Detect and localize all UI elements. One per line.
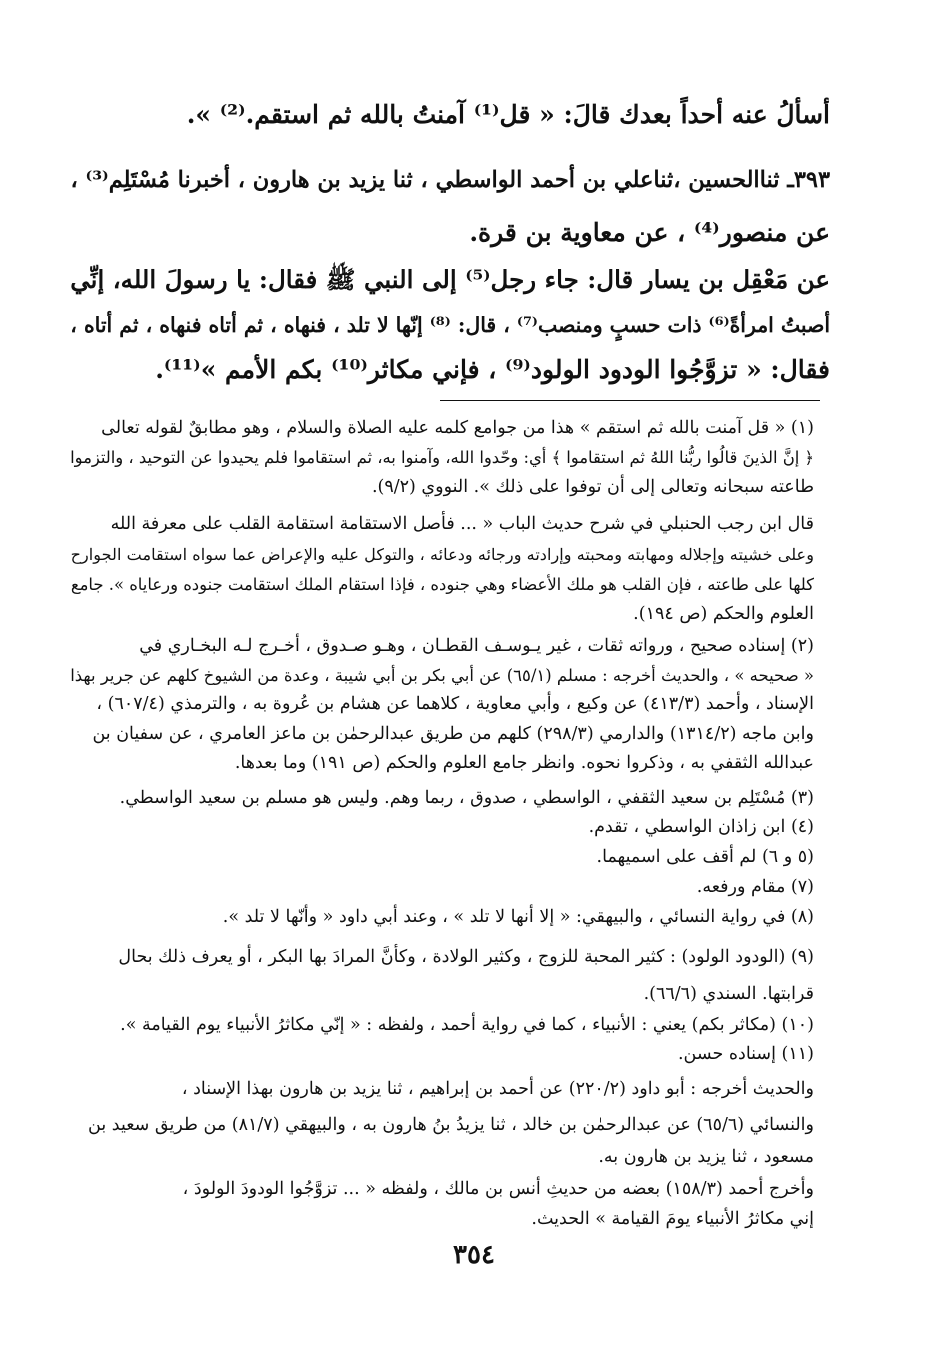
hadith-393-isnad-line-1: ٣٩٣ـ ثناالحسين ،ثناعلي بن أحمد الواسطي ، ثنا يزيد بن هارون ، أخبرنا مُسْتَلِم⁽³⁾ ،	[70, 167, 830, 193]
footnote-line: (٥ و ٦) لم أقف على اسميهما.	[596, 847, 814, 867]
footnote-line: (٩) (الودود الولود) : كثير المحبة للزوج ، وكثير الولادة ، وكأنَّ المرادَ بها البكر ، أو يعرف ذلك بحال	[118, 947, 814, 967]
footnote-separator	[440, 400, 820, 401]
hadith-393-matn-line-3: فقال: « تزوَّجُوا الودود الولود⁽⁹⁾ ، فإني مكاثر⁽¹⁰⁾ بكم الأمم »⁽¹¹⁾.	[155, 355, 830, 384]
footnote-line: (١١) إسناده حسن.	[677, 1044, 814, 1064]
hadith-393-matn-line-2: أصبتُ امرأةً⁽⁶⁾ ذات حسبٍ ومنصب⁽⁷⁾ ، قال: ⁽⁸⁾ إنّها لا تلد ، فنهاه ، ثم أتاه فنهاه ، ثم أتاه ،	[70, 313, 830, 337]
footnote-line: والحديث أخرجه : أبو داود (٢٢٠/٢) عن أحمد بن إبراهيم ، ثنا يزيد بن هارون بهذا الإسناد ،	[181, 1079, 814, 1099]
footnote-line: مسعود ، ثنا يزيد بن هارون به.	[598, 1147, 814, 1167]
footnote-line: ﴿ إنَّ الذينَ قالُوا ربُّنا اللهُ ثم استقاموا ﴾ أي: وحّدوا الله، وآمنوا به، ثم استقاموا فلم يحيدوا عن التوحيد ، والتزموا	[70, 448, 814, 467]
footnote-line: عبدالله الثقفي به ، وذكروا نحوه. وانظر جامع العلوم والحكم (ص ١٩١) وما بعدها.	[234, 753, 814, 773]
footnote-line: وأخرج أحمد (١٥٨/٣) بعضه من حديثِ أنس بن مالك ، ولفظه « ... تزوَّجُوا الودودَ الولودَ ،	[182, 1179, 814, 1199]
main-line-1: أسألُ عنه أحداً بعدك قالَ: « قل⁽¹⁾ آمنتُ بالله ثم استقم.⁽²⁾ ».	[186, 100, 830, 129]
footnote-line: العلوم والحكم (ص ١٩٤).	[633, 604, 814, 624]
footnote-line: وابن ماجه (١٣١٤/٢) والدارمي (٢٩٨/٣) كلهم من طريق عبدالرحمٰن بن ماعز العامري ، عن سفيان بن	[92, 724, 814, 744]
footnote-line: كلها على طاعته ، فإن القلب هو ملك الأعضاء وهي جنوده ، فإذا استقام الملك استقامت جنوده ورعاياه ». جامع	[70, 575, 814, 594]
page-number: ٣٥٤	[453, 1240, 495, 1270]
footnote-line: طاعته سبحانه وتعالى إلى أن توفوا على ذلك ». النووي (٩/٢).	[371, 477, 814, 497]
footnote-line: إني مكاثرُ الأنبياء يومَ القيامة » الحديث.	[531, 1209, 814, 1229]
footnote-line: والنسائي (٦٥/٦) عن عبدالرحمٰن بن خالد ، ثنا يزيدُ بنُ هارون به ، والبيهقي (٨١/٧) من طريق سعيد بن	[88, 1115, 814, 1135]
footnote-line: (٤) ابن زاذان الواسطي ، تقدم.	[588, 817, 814, 837]
footnote-line: (٧) مقام ورفعه.	[696, 877, 814, 897]
footnote-line: قال ابن رجب الحنبلي في شرح حديث الباب « ... فأصل الاستقامة استقامة القلب على معرفة الله	[110, 514, 814, 534]
footnote-line: (٣) مُسْتَلِم بن سعيد الثقفي ، الواسطي ، صدوق ، ربما وهم. وليس هو مسلم بن سعيد الواسطي.	[119, 788, 814, 808]
hadith-393-matn-line-1: عن مَعْقِل بن يسار قال: جاء رجل⁽⁵⁾ إلى النبي ﷺ فقال: يا رسولَ الله، إنِّي	[70, 265, 830, 294]
footnote-line: « صحيحه » ، والحديث أخرجه : مسلم (٦٥/١) عن أبي بكر بن أبي شيبة ، وعدة من الشيوخ كلهم عن جرير بهذا	[70, 666, 814, 685]
footnote-line: (٢) إسناده صحيح ، ورواته ثقات ، غير يـوسـف القطـان ، وهـو صـدوق ، أخـرج لـه البخـاري في	[139, 636, 814, 656]
footnote-line: (١٠) (مكاثر بكم) يعني : الأنبياء ، كما في رواية أحمد ، ولفظه : « إنّي مكاثرُ الأنبياء يوم القيامة ».	[120, 1015, 814, 1035]
footnote-line: (٨) في رواية النسائي ، والبيهقي: « إلا أنها لا تلد » ، وعند أبي داود « وأنّها لا تلد ».	[222, 907, 814, 927]
footnote-line: قرابتها. السندي (٦٦/٦).	[643, 984, 814, 1004]
hadith-393-isnad-line-2: عن منصور⁽⁴⁾ ، عن معاوية بن قرة.	[469, 218, 830, 247]
footnote-line: الإسناد ، وأحمد (٤١٣/٣) عن وكيع ، وأبي معاوية ، كلاهما عن هشام بن عُروة به ، والترمذي (٦٠٧/٤) ،	[96, 694, 814, 714]
footnote-line: وعلى خشيته وإجلاله ومهابته ومحبته وإرادته ورجائه ودعائه ، والتوكل عليه والإعراض عما سواه استقامت الجوارح	[70, 545, 814, 564]
footnote-line: (١) « قل آمنت بالله ثم استقم » هذا من جوامع كلمه عليه الصلاة والسلام ، وهو مطابقٌ لقوله تعالى	[101, 418, 814, 438]
